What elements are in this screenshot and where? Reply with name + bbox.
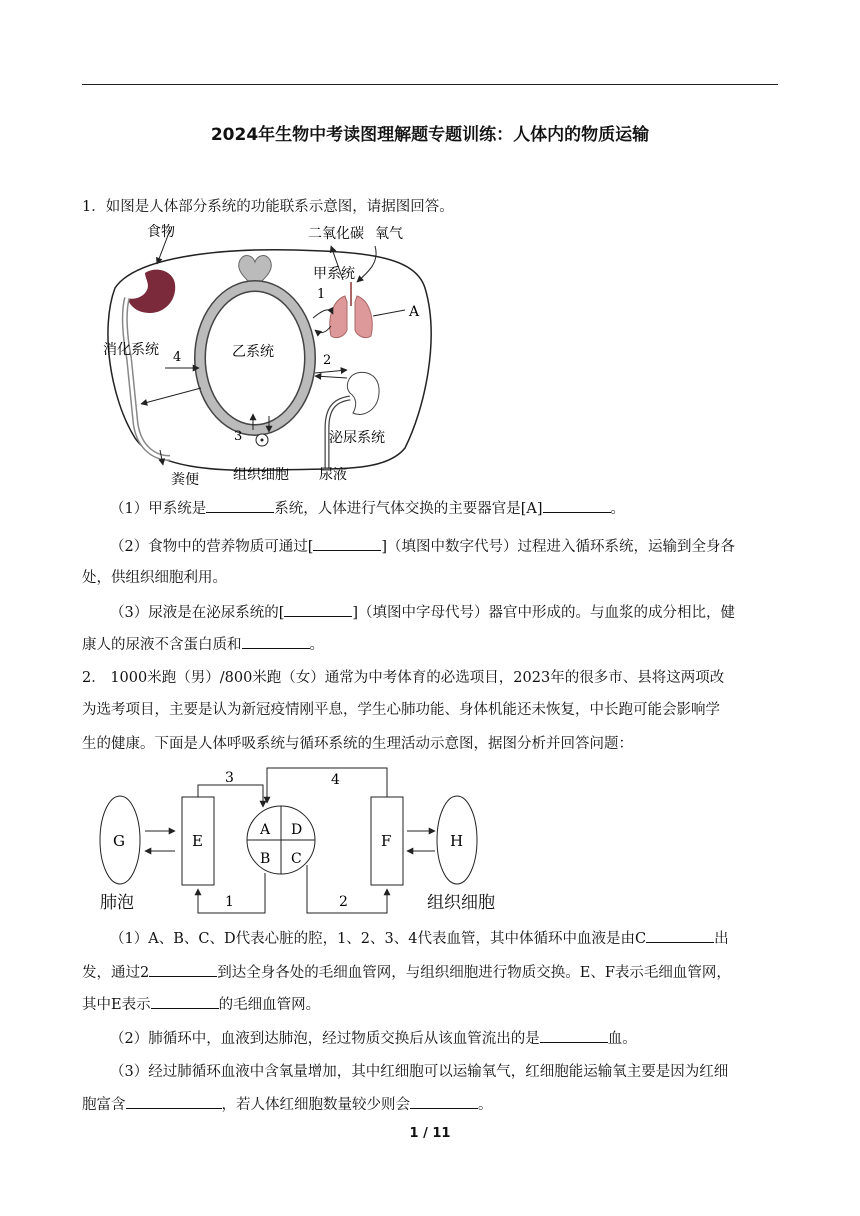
- lungs-icon: [330, 282, 372, 338]
- answer-blank[interactable]: [206, 498, 274, 513]
- label-2: 2: [323, 353, 332, 368]
- answer-blank[interactable]: [543, 498, 611, 513]
- label-B: B: [260, 851, 271, 867]
- kidney-icon: [347, 372, 379, 414]
- answer-blank[interactable]: [126, 1094, 222, 1109]
- answer-blank[interactable]: [410, 1094, 478, 1109]
- label-o2: 氧气: [375, 226, 403, 242]
- label-F: F: [381, 832, 392, 850]
- label-G: G: [113, 832, 125, 850]
- header-rule: [82, 84, 778, 85]
- q2-part1: （1）A、B、C、D代表心脏的腔，1、2、3、4代表血管，其中体循环中血液是由C 出: [110, 928, 729, 949]
- answer-blank[interactable]: [151, 994, 219, 1009]
- label-2: 2: [339, 894, 348, 910]
- label-jia-system: 甲系统: [313, 266, 355, 282]
- label-1: 1: [317, 287, 326, 302]
- label-A: A: [260, 822, 271, 838]
- q2-part3-cont: 胞富含 ，若人体红细胞数量较少则会 。: [82, 1094, 493, 1115]
- label-A: A: [409, 304, 420, 320]
- answer-blank[interactable]: [540, 1028, 608, 1043]
- label-co2: 二氧化碳: [308, 226, 364, 242]
- q2-part1-cont: 发，通过2 到达全身各处的毛细血管网，与组织细胞进行物质交换。E、F表示毛细血管网，: [82, 962, 731, 983]
- label-4: 4: [173, 350, 182, 365]
- label-digestive: 消化系统: [103, 342, 159, 358]
- answer-blank[interactable]: [313, 536, 381, 551]
- label-D: D: [291, 822, 303, 838]
- label-urinary: 泌尿系统: [329, 430, 385, 446]
- q2-part3: （3）经过肺循环血液中含氧量增加，其中红细胞可以运输氧气，红细胞能运输氧主要是因为红细: [110, 1064, 729, 1080]
- label-urine: 尿液: [319, 467, 347, 483]
- label-feces: 粪便: [171, 472, 199, 488]
- label-H: H: [450, 832, 464, 850]
- label-E: E: [192, 832, 203, 850]
- label-food: 食物: [147, 224, 175, 240]
- q1-part3-cont: 康人的尿液不含蛋白质和 。: [82, 634, 324, 655]
- q2-stem-1: 2． 1000米跑（男）/800米跑（女）通常为中考体育的必选项目，2023年的很多市、县将这两项改: [82, 670, 725, 686]
- label-1: 1: [225, 894, 234, 910]
- page-number: 1 / 11: [409, 1126, 451, 1141]
- label-3: 3: [225, 770, 234, 786]
- answer-blank[interactable]: [149, 962, 217, 977]
- q1-part3: （3）尿液是在泌尿系统的[ ]（填图中字母代号）器官中形成的。与血浆的成分相比，健: [110, 602, 735, 623]
- q1-part1: （1）甲系统是 系统，人体进行气体交换的主要器官是[A] 。: [110, 498, 625, 519]
- q1-stem: 1．如图是人体部分系统的功能联系示意图，请据图回答。: [82, 199, 454, 215]
- answer-blank[interactable]: [646, 928, 714, 943]
- stomach-icon: [127, 270, 175, 313]
- q1-figure: [95, 218, 440, 490]
- label-alveoli: 肺泡: [100, 893, 134, 913]
- q2-part1-cont2: 其中E表示 的毛细血管网。: [82, 994, 320, 1015]
- label-4: 4: [331, 772, 340, 788]
- label-tissue-cells: 组织细胞: [233, 467, 289, 483]
- label-3: 3: [234, 429, 243, 444]
- q2-stem-2: 为选考项目，主要是认为新冠疫情刚平息，学生心肺功能、身体机能还未恢复，中长跑可能会影响学: [82, 702, 720, 718]
- page-title: 2024年生物中考读图理解题专题训练：人体内的物质运输: [210, 125, 650, 145]
- label-C: C: [291, 851, 302, 867]
- answer-blank[interactable]: [284, 602, 352, 617]
- q2-part2: （2）肺循环中，血液到达肺泡，经过物质交换后从该血管流出的是 血。: [110, 1028, 637, 1049]
- q2-stem-3: 生的健康。下面是人体呼吸系统与循环系统的生理活动示意图，据图分析并回答问题：: [82, 736, 633, 752]
- q1-part2: （2）食物中的营养物质可通过[ ]（填图中数字代号）过程进入循环系统，运输到全身各: [110, 536, 735, 557]
- label-tissue-cells: 组织细胞: [427, 893, 495, 913]
- answer-blank[interactable]: [242, 634, 310, 649]
- q1-part2-cont: 处，供组织细胞利用。: [82, 570, 227, 586]
- label-yi-system: 乙系统: [232, 344, 274, 360]
